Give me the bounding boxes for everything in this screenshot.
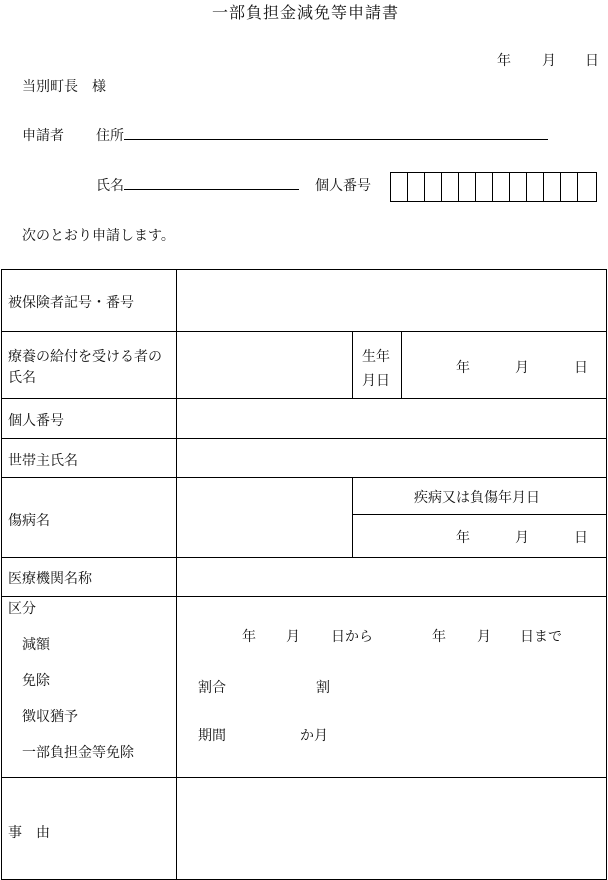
onset-day: 日 [574, 530, 588, 546]
row-divider [1, 596, 607, 597]
mynumber-digit-box[interactable] [408, 173, 425, 201]
form-title: 一部負担金減免等申請書 [212, 3, 400, 22]
category-option-copay-exemption[interactable]: 一部負担金等免除 [22, 745, 134, 761]
mynumber-digit-box[interactable] [561, 173, 578, 201]
ratio-unit: 割 [316, 680, 330, 696]
period-to-year: 年 [432, 629, 446, 645]
birth-year: 年 [456, 360, 470, 376]
personal-number-label: 個人番号 [8, 413, 64, 429]
insured-number-label: 被保険者記号・番号 [8, 295, 134, 311]
row-divider [352, 514, 606, 515]
birth-label-1: 生年 [362, 349, 390, 365]
category-option-deferral[interactable]: 徴収猶予 [22, 709, 78, 725]
addressee: 当別町長 様 [22, 79, 106, 95]
reason-field[interactable] [178, 779, 604, 877]
period-from-year: 年 [242, 629, 256, 645]
mynumber-label: 個人番号 [315, 178, 371, 194]
birth-label-2: 月日 [362, 373, 390, 389]
column-divider [352, 477, 353, 557]
period-to-month: 月 [477, 629, 491, 645]
onset-year: 年 [456, 530, 470, 546]
category-label: 区分 [8, 601, 36, 617]
mynumber-digit-box[interactable] [391, 173, 408, 201]
row-divider [1, 331, 607, 332]
disease-field[interactable] [178, 479, 350, 555]
row-divider [1, 477, 607, 478]
mynumber-digit-box[interactable] [510, 173, 527, 201]
mynumber-digit-box[interactable] [544, 173, 561, 201]
table-border [1, 269, 2, 879]
onset-month: 月 [515, 530, 529, 546]
category-option-exemption[interactable]: 免除 [22, 673, 50, 689]
birth-day: 日 [574, 360, 588, 376]
recipient-name-label-2: 氏名 [8, 370, 36, 386]
header-date-year: 年 [497, 53, 511, 69]
mynumber-digit-box[interactable] [459, 173, 476, 201]
mynumber-digit-box[interactable] [425, 173, 442, 201]
mynumber-digit-box[interactable] [527, 173, 544, 201]
address-label: 住所 [96, 128, 124, 144]
table-border [606, 269, 607, 879]
table-border [1, 269, 607, 270]
personal-number-field[interactable] [178, 400, 604, 436]
header-date-day: 日 [585, 53, 599, 69]
row-divider [1, 438, 607, 439]
applicant-name-field[interactable] [124, 189, 299, 190]
applicant-name-label: 氏名 [96, 178, 124, 194]
onset-label: 疾病又は負傷年月日 [414, 490, 540, 506]
recipient-name-label-1: 療養の給付を受ける者の [8, 349, 162, 365]
medical-institution-label: 医療機関名称 [8, 571, 92, 587]
column-divider [352, 331, 353, 398]
recipient-name-field[interactable] [178, 333, 350, 396]
insured-number-field[interactable] [178, 271, 604, 329]
header-date-month: 月 [542, 53, 556, 69]
mynumber-boxes[interactable] [390, 172, 597, 202]
period-from-month: 月 [286, 629, 300, 645]
applicant-label: 申請者 [22, 128, 64, 144]
column-divider [176, 269, 177, 879]
category-option-reduction[interactable]: 減額 [22, 637, 50, 653]
mynumber-digit-box[interactable] [442, 173, 459, 201]
mynumber-digit-box[interactable] [578, 173, 596, 201]
row-divider [1, 777, 607, 778]
householder-field[interactable] [178, 440, 604, 475]
period-from-day: 日から [331, 629, 373, 645]
application-statement: 次のとおり申請します。 [22, 228, 175, 244]
birth-month: 月 [515, 360, 529, 376]
householder-label: 世帯主氏名 [8, 453, 78, 469]
row-divider [1, 398, 607, 399]
mynumber-digit-box[interactable] [476, 173, 493, 201]
period-to-day: 日まで [520, 629, 562, 645]
disease-label: 傷病名 [8, 513, 50, 529]
mynumber-digit-box[interactable] [493, 173, 510, 201]
duration-unit: か月 [300, 728, 328, 744]
column-divider [401, 331, 402, 398]
duration-label: 期間 [198, 728, 226, 744]
reason-label: 事 由 [8, 825, 50, 841]
address-field[interactable] [124, 139, 548, 140]
ratio-label: 割合 [198, 680, 226, 696]
row-divider [1, 557, 607, 558]
medical-institution-field[interactable] [178, 559, 604, 594]
